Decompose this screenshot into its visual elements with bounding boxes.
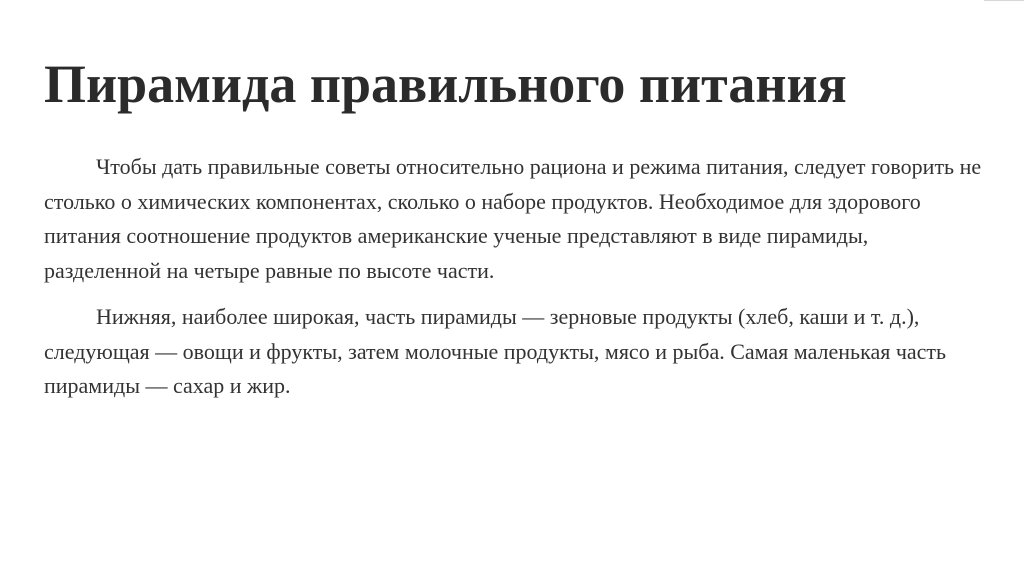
paragraph-pyramid-levels: Нижняя, наиболее широкая, часть пирамиды — зерновые продукты (хлеб, каши и т. д.), следующая — овощи и фрукты, затем молочные продукты, мясо и рыба. Самая маленькая часть пирамиды — сахар и жир. (44, 304, 947, 398)
corner-border-mark (984, 0, 1024, 5)
paragraph-intro: Чтобы дать правильные советы относительно рациона и режима питания, следует говорить не столько о химических компонентах, сколько о наборе продуктов. Необходимое для здорового питания соотношение продуктов американские ученые представляют в виде пирамиды, разделенной на четыре равные по высоте части. (44, 154, 982, 283)
slide-body (44, 150, 984, 404)
slide-title: Пирамида правильного питания (44, 54, 847, 114)
